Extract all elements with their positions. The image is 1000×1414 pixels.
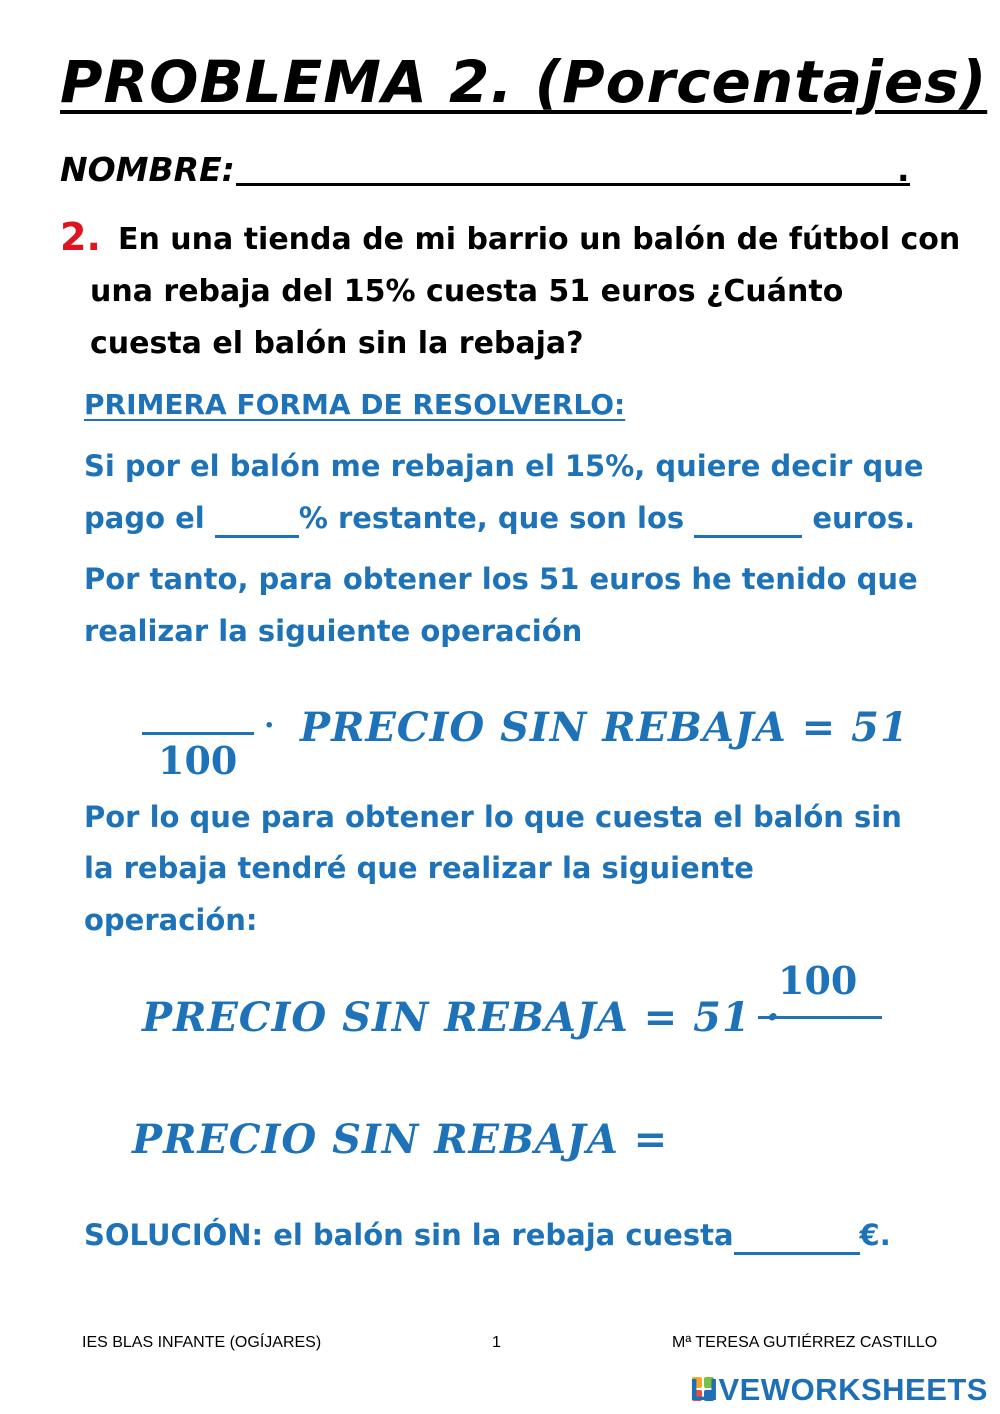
question-line-1: En una tienda de mi barrio un balón de fútbol con — [118, 222, 961, 257]
question-number: 2. — [60, 215, 101, 259]
eq1-text: PRECIO SIN REBAJA = 51 — [300, 704, 909, 751]
footer-school: IES BLAS INFANTE (OGÍJARES) — [82, 1334, 322, 1351]
question-line-2: una rebaja del 15% cuesta 51 euros ¿Cuánto — [90, 274, 844, 309]
para1-text-a: pago el — [84, 501, 215, 535]
footer-author: Mª TERESA GUTIÉRREZ CASTILLO — [672, 1334, 938, 1351]
percent-blank[interactable] — [215, 501, 299, 538]
para3-line-3: operación: — [84, 903, 258, 937]
eq1-multiply-dot: · — [264, 708, 275, 743]
question-line-3: cuesta el balón sin la rebaja? — [90, 326, 584, 361]
liveworksheets-brand[interactable]: LIVEWORKSHEETS — [689, 1372, 988, 1407]
para3-line-2: la rebaja tendré que realizar la siguiente — [84, 851, 754, 885]
euros-blank[interactable] — [694, 501, 802, 538]
para1-text-c: euros. — [802, 501, 916, 535]
eq3-text: PRECIO SIN REBAJA = — [132, 1116, 669, 1163]
solution-line — [84, 1218, 891, 1255]
name-label: NOMBRE: — [60, 150, 235, 189]
para1-line-2 — [84, 501, 915, 538]
eq3-answer-area[interactable] — [660, 1118, 900, 1162]
eq2-denominator-blank[interactable] — [758, 1016, 882, 1019]
page-title: PROBLEMA 2. (Porcentajes) — [60, 48, 988, 116]
name-end-dot: . — [897, 150, 910, 189]
eq2-text: PRECIO SIN REBAJA = 51 · — [142, 994, 781, 1041]
method-heading: PRIMERA FORMA DE RESOLVERLO: — [84, 388, 626, 421]
eq2-numerator: 100 — [778, 958, 858, 1003]
eq1-numerator-blank[interactable] — [142, 732, 254, 735]
para2-line-1: Por tanto, para obtener los 51 euros he tenido que — [84, 562, 918, 596]
solution-text: SOLUCIÓN: el balón sin la rebaja cuesta — [84, 1218, 734, 1252]
footer-page-number: 1 — [492, 1334, 501, 1351]
solution-blank[interactable] — [734, 1218, 860, 1255]
para3-line-1: Por lo que para obtener lo que cuesta el balón sin — [84, 800, 902, 834]
eq1-denominator: 100 — [158, 738, 238, 783]
para1-line-1: Si por el balón me rebajan el 15%, quiere decir que — [84, 449, 924, 483]
solution-suffix: €. — [859, 1218, 891, 1252]
para1-text-b: % restante, que son los — [298, 501, 695, 535]
para2-line-2: realizar la siguiente operación — [84, 614, 583, 648]
name-input-line[interactable] — [236, 183, 910, 186]
